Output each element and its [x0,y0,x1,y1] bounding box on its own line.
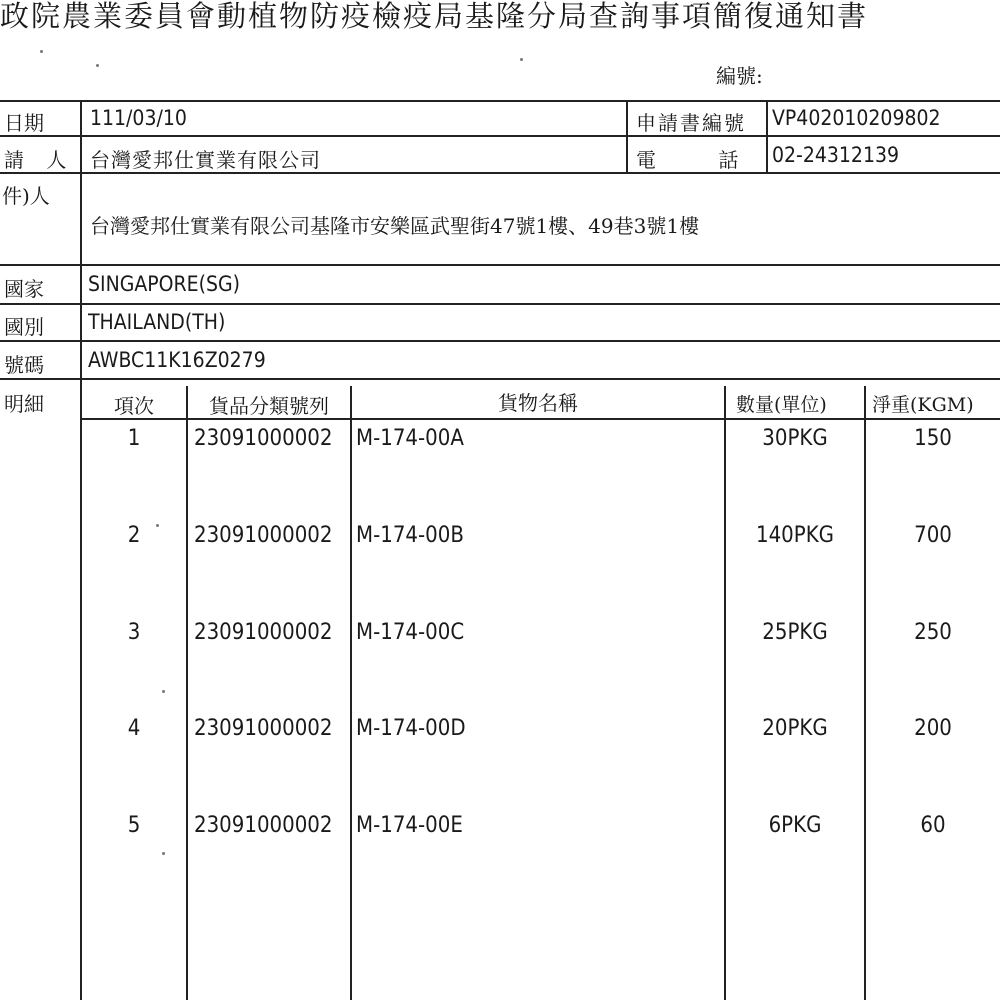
bill-no-label: 號碼 [4,353,44,377]
item-class-code: 23091000002 [194,523,333,548]
item-net-weight: 150 [914,426,952,451]
header-item-no: 項次 [114,394,154,418]
rule-app-label-left [626,100,628,172]
application-no-label: 申請書編號 [636,111,746,135]
scan-speck [96,64,99,67]
header-goods-name: 貨物名稱 [498,391,578,415]
header-class-code: 貨品分類號列 [209,394,329,418]
rule-app-label-right [766,100,768,172]
scan-speck [40,50,43,53]
item-no: 5 [127,813,141,838]
item-no: 4 [127,716,141,741]
item-goods-name: M-174-00A [356,426,464,451]
item-class-code: 23091000002 [194,813,333,838]
item-quantity: 25PKG [762,620,828,645]
rule-row3 [0,264,1000,266]
phone-value: 02-24312139 [772,143,899,167]
export-country-value: SINGAPORE(SG) [88,272,240,296]
rule-row4 [0,303,1000,305]
scan-speck [520,58,523,61]
scan-speck [162,690,165,693]
rule-name-col [350,386,352,1000]
rule-row5 [0,340,1000,342]
item-no: 1 [127,426,141,451]
rule-qty-col [724,386,726,1000]
item-net-weight: 700 [914,523,952,548]
item-class-code: 23091000002 [194,716,333,741]
consignee-label: 件)人 [2,184,50,208]
document-number-label: 編號: [716,64,763,88]
date-label: 日期 [4,111,44,135]
item-class-code: 23091000002 [194,426,333,451]
header-net-weight: 淨重(KGM) [872,394,974,416]
origin-country-value: THAILAND(TH) [88,310,226,334]
item-goods-name: M-174-00C [356,620,465,645]
details-label: 明細 [4,392,44,416]
header-quantity: 數量(單位) [736,394,827,416]
item-goods-name: M-174-00D [356,716,466,741]
rule-row1 [0,135,1000,137]
bill-no-value: AWBC11K16Z0279 [88,348,266,372]
rule-weight-col [864,386,866,1000]
date-value: 111/03/10 [90,106,187,130]
applicant-value: 台灣愛邦仕實業有限公司 [90,148,321,172]
rule-top [0,100,1000,102]
item-net-weight: 200 [914,716,952,741]
item-class-code: 23091000002 [194,620,333,645]
item-quantity: 20PKG [762,716,828,741]
item-goods-name: M-174-00B [356,523,464,548]
export-country-label: 國家 [4,277,44,301]
rule-row6 [0,378,1000,380]
item-no: 3 [127,620,141,645]
item-quantity: 30PKG [762,426,828,451]
item-net-weight: 60 [920,813,946,838]
consignee-value: 台灣愛邦仕實業有限公司基隆市安樂區武聖街47號1樓、49巷3號1樓 [90,214,700,238]
item-quantity: 140PKG [755,523,835,548]
origin-country-label: 國別 [4,315,44,339]
item-net-weight: 250 [914,620,952,645]
item-no: 2 [127,523,141,548]
item-goods-name: M-174-00E [356,813,463,838]
rule-label-col [80,100,82,1000]
phone-label: 電 話 [636,148,739,172]
rule-code-col [186,386,188,1000]
item-quantity: 6PKG [768,813,822,838]
applicant-label: 請 人 [4,148,75,172]
document-title: 政院農業委員會動植物防疫檢疫局基隆分局查詢事項簡復通知書 [0,0,869,33]
scan-speck [156,524,159,527]
scan-speck [162,852,165,855]
application-no-value: VP402010209802 [772,106,941,130]
